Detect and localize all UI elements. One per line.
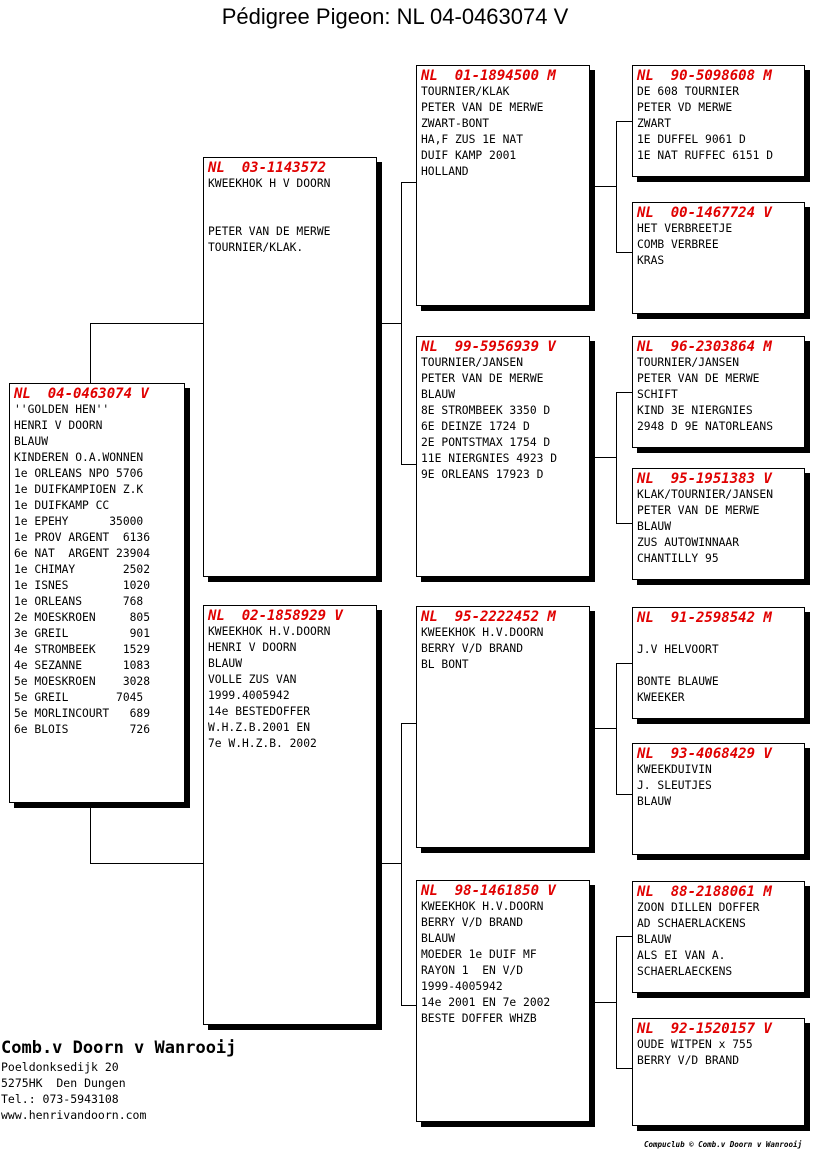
detail-line: HOLLAND xyxy=(421,165,469,178)
pigeon-card-main xyxy=(9,383,185,803)
pigeon-details xyxy=(633,900,804,980)
pigeon-card-sire xyxy=(203,157,377,577)
detail-line: 2948 D 9E NATORLEANS xyxy=(637,420,774,433)
ring-number: NL 95-2222452 M xyxy=(421,609,556,625)
pigeon-card-dam-sire-sire xyxy=(632,607,805,719)
detail-line: 6e BLOIS 726 xyxy=(14,723,151,736)
connector xyxy=(590,728,616,729)
pigeon-details xyxy=(204,176,376,256)
detail-line: 1E NAT RUFFEC 6151 D xyxy=(637,149,774,162)
detail-line: KRAS xyxy=(637,254,665,267)
pigeon-card-sire-dam-dam xyxy=(632,468,805,580)
connector xyxy=(616,1068,632,1069)
pigeon-details xyxy=(417,899,589,1027)
connector xyxy=(401,723,417,724)
pigeon-card-dam-dam xyxy=(416,880,590,1122)
detail-line: 1e DUIFKAMPIOEN Z.K xyxy=(14,483,144,496)
pigeon-details xyxy=(633,221,804,269)
connector xyxy=(616,121,632,122)
connector xyxy=(616,794,632,795)
breeder-name: Comb.v Doorn v Wanrooij xyxy=(1,1038,237,1058)
detail-line: ZWART xyxy=(637,117,672,130)
ring-number: NL 98-1461850 V xyxy=(421,883,556,899)
connector xyxy=(590,457,616,458)
detail-line: 1e ORLEANS 768 xyxy=(14,595,144,608)
detail-line: BLAUW xyxy=(208,657,243,670)
ring-number: NL 92-1520157 V xyxy=(637,1021,772,1037)
detail-line: SCHAERLAECKENS xyxy=(637,965,733,978)
connector xyxy=(616,392,632,393)
connector xyxy=(377,863,401,864)
detail-line xyxy=(637,658,804,674)
connector xyxy=(90,803,91,863)
ring-number: NL 88-2188061 M xyxy=(637,884,772,900)
breeder-city: 5275HK Den Dungen xyxy=(1,1076,126,1090)
detail-line: BL BONT xyxy=(421,658,469,671)
detail-line: W.H.Z.B.2001 EN xyxy=(208,721,311,734)
connector xyxy=(616,663,632,664)
detail-line: PETER VAN DE MERWE xyxy=(421,101,544,114)
detail-line: ZUS AUTOWINNAAR xyxy=(637,536,740,549)
detail-line: ZWART-BONT xyxy=(421,117,490,130)
detail-line: KIND 3E NIERGNIES xyxy=(637,404,753,417)
detail-line: BLAUW xyxy=(637,795,672,808)
detail-line: KWEEKHOK H.V.DOORN xyxy=(421,626,544,639)
detail-line: DUIF KAMP 2001 xyxy=(421,149,517,162)
detail-line: TOURNIER/JANSEN xyxy=(637,356,740,369)
pigeon-card-sire-sire xyxy=(416,65,590,306)
detail-line: HA,F ZUS 1E NAT xyxy=(421,133,524,146)
detail-line: BLAUW xyxy=(637,520,672,533)
pigeon-card-dam-dam-dam xyxy=(632,1018,805,1126)
detail-line: 11E NIERGNIES 4923 D xyxy=(421,452,558,465)
ring-number: NL 95-1951383 V xyxy=(637,471,772,487)
detail-line: 1e ISNES 1020 xyxy=(14,579,151,592)
detail-line: KLAK/TOURNIER/JANSEN xyxy=(637,488,774,501)
detail-line: BERRY V/D BRAND xyxy=(637,1054,740,1067)
detail-line xyxy=(208,208,376,224)
detail-line: KWEEKHOK H.V.DOORN xyxy=(421,900,544,913)
detail-line: MOEDER 1e DUIF MF xyxy=(421,948,537,961)
ring-number: NL 99-5956939 V xyxy=(421,339,556,355)
detail-line: 1e DUIFKAMP CC xyxy=(14,499,110,512)
detail-line xyxy=(208,192,376,208)
pigeon-details xyxy=(633,487,804,567)
detail-line: 4e SEZANNE 1083 xyxy=(14,659,151,672)
connector xyxy=(377,323,401,324)
connector xyxy=(401,723,402,1005)
detail-line: 1e ORLEANS NPO 5706 xyxy=(14,467,144,480)
ring-number: NL 91-2598542 M xyxy=(637,610,772,626)
connector xyxy=(616,392,617,523)
pigeon-card-dam-dam-sire xyxy=(632,881,805,993)
ring-number: NL 03-1143572 xyxy=(208,160,327,176)
pigeon-card-dam-sire xyxy=(416,606,590,848)
connector xyxy=(401,464,417,465)
detail-line: 1999-4005942 xyxy=(421,980,503,993)
detail-line: 6E DEINZE 1724 D xyxy=(421,420,530,433)
detail-line: 1999.4005942 xyxy=(208,689,290,702)
detail-line: KWEEKHOK H.V.DOORN xyxy=(208,625,331,638)
pigeon-details xyxy=(633,1037,804,1069)
detail-line: PETER VAN DE MERWE xyxy=(637,504,760,517)
breeder-phone: Tel.: 073-5943108 xyxy=(1,1092,119,1106)
detail-line: BERRY V/D BRAND xyxy=(421,916,524,929)
detail-line: HET VERBREETJE xyxy=(637,222,733,235)
detail-line: KWEEKHOK H V DOORN xyxy=(208,177,331,190)
detail-line: 3e GREIL 901 xyxy=(14,627,151,640)
breeder-website: www.henrivandoorn.com xyxy=(1,1108,147,1122)
detail-line: J. SLEUTJES xyxy=(637,779,712,792)
ring-number: NL 93-4068429 V xyxy=(637,746,772,762)
software-credit: Compuclub © Comb.v Doorn v Wanrooij xyxy=(643,1140,802,1149)
detail-line: 1E DUFFEL 9061 D xyxy=(637,133,746,146)
detail-line: HENRI V DOORN xyxy=(14,419,103,432)
detail-line: 1e CHIMAY 2502 xyxy=(14,563,151,576)
connector xyxy=(401,182,402,464)
pigeon-card-sire-sire-sire xyxy=(632,65,805,177)
pigeon-details xyxy=(633,762,804,810)
detail-line: 5e MOESKROEN 3028 xyxy=(14,675,151,688)
detail-line: PETER VAN DE MERWE xyxy=(208,225,331,238)
connector xyxy=(401,182,417,183)
connector xyxy=(590,1002,616,1003)
detail-line: KINDEREN O.A.WONNEN xyxy=(14,451,144,464)
ring-number: NL 90-5098608 M xyxy=(637,68,772,84)
detail-line: 4e STROMBEEK 1529 xyxy=(14,643,151,656)
pigeon-details xyxy=(417,625,589,673)
pigeon-card-dam-sire-dam xyxy=(632,743,805,855)
pigeon-card-sire-dam xyxy=(416,336,590,577)
detail-line: AD SCHAERLACKENS xyxy=(637,917,746,930)
pigeon-details xyxy=(633,626,804,706)
detail-line: BLAUW xyxy=(14,435,49,448)
connector xyxy=(90,323,204,324)
connector xyxy=(616,936,617,1068)
detail-line: TOURNIER/KLAK. xyxy=(208,241,304,254)
detail-line: 1e EPEHY 35000 xyxy=(14,515,144,528)
detail-line: PETER VD MERWE xyxy=(637,101,733,114)
pigeon-details xyxy=(633,355,804,435)
detail-line: BLAUW xyxy=(421,932,456,945)
detail-line: KWEEKER xyxy=(637,691,685,704)
detail-line: PETER VAN DE MERWE xyxy=(421,372,544,385)
connector xyxy=(90,323,91,383)
detail-line: OUDE WITPEN x 755 xyxy=(637,1038,753,1051)
detail-line: HENRI V DOORN xyxy=(208,641,297,654)
pigeon-card-sire-sire-dam xyxy=(632,202,805,314)
detail-line xyxy=(637,626,804,642)
detail-line: DE 608 TOURNIER xyxy=(637,85,740,98)
pigeon-details xyxy=(417,84,589,180)
detail-line: BESTE DOFFER WHZB xyxy=(421,1012,537,1025)
detail-line: ALS EI VAN A. xyxy=(637,949,726,962)
detail-line: TOURNIER/JANSEN xyxy=(421,356,524,369)
connector xyxy=(616,936,632,937)
detail-line: PETER VAN DE MERWE xyxy=(637,372,760,385)
detail-line: ZOON DILLEN DOFFER xyxy=(637,901,760,914)
pigeon-card-dam xyxy=(203,605,377,1025)
breeder-address: Poeldonksedijk 20 xyxy=(1,1060,119,1074)
connector xyxy=(616,663,617,794)
detail-line: 2E PONTSTMAX 1754 D xyxy=(421,436,551,449)
detail-line: COMB VERBREE xyxy=(637,238,719,251)
ring-number: NL 00-1467724 V xyxy=(637,205,772,221)
breeder-info xyxy=(1,1037,236,1123)
detail-line: TOURNIER/KLAK xyxy=(421,85,510,98)
connector xyxy=(616,121,617,252)
detail-line: BLAUW xyxy=(637,933,672,946)
pigeon-details xyxy=(633,84,804,164)
detail-line: 8E STROMBEEK 3350 D xyxy=(421,404,551,417)
ring-number: NL 02-1858929 V xyxy=(208,608,343,624)
pigeon-details xyxy=(204,624,376,752)
detail-line: ''GOLDEN HEN'' xyxy=(14,403,110,416)
detail-line: BERRY V/D BRAND xyxy=(421,642,524,655)
detail-line: KWEEKDUIVIN xyxy=(637,763,712,776)
connector xyxy=(616,523,632,524)
detail-line: J.V HELVOORT xyxy=(637,643,719,656)
detail-line: BLAUW xyxy=(421,388,456,401)
connector xyxy=(616,252,632,253)
detail-line: 2e MOESKROEN 805 xyxy=(14,611,151,624)
detail-line: 7e W.H.Z.B. 2002 xyxy=(208,737,317,750)
detail-line: 14e 2001 EN 7e 2002 xyxy=(421,996,551,1009)
pigeon-details xyxy=(10,402,184,738)
detail-line: RAYON 1 EN V/D xyxy=(421,964,524,977)
connector xyxy=(590,186,616,187)
detail-line: CHANTILLY 95 xyxy=(637,552,719,565)
detail-line: 1e PROV ARGENT 6136 xyxy=(14,531,151,544)
detail-line: 9E ORLEANS 17923 D xyxy=(421,468,544,481)
ring-number: NL 96-2303864 M xyxy=(637,339,772,355)
detail-line: BONTE BLAUWE xyxy=(637,675,719,688)
pigeon-details xyxy=(417,355,589,483)
detail-line: 14e BESTEDOFFER xyxy=(208,705,311,718)
ring-number: NL 01-1894500 M xyxy=(421,68,556,84)
ring-number: NL 04-0463074 V xyxy=(14,386,149,402)
detail-line: 6e NAT ARGENT 23904 xyxy=(14,547,151,560)
detail-line: 5e MORLINCOURT 689 xyxy=(14,707,151,720)
pigeon-card-sire-dam-sire xyxy=(632,336,805,448)
page-title: Pédigree Pigeon: NL 04-0463074 V xyxy=(221,4,569,29)
detail-line: VOLLE ZUS VAN xyxy=(208,673,297,686)
detail-line: SCHIFT xyxy=(637,388,678,401)
connector xyxy=(401,1005,417,1006)
connector xyxy=(90,863,204,864)
detail-line: 5e GREIL 7045 xyxy=(14,691,144,704)
